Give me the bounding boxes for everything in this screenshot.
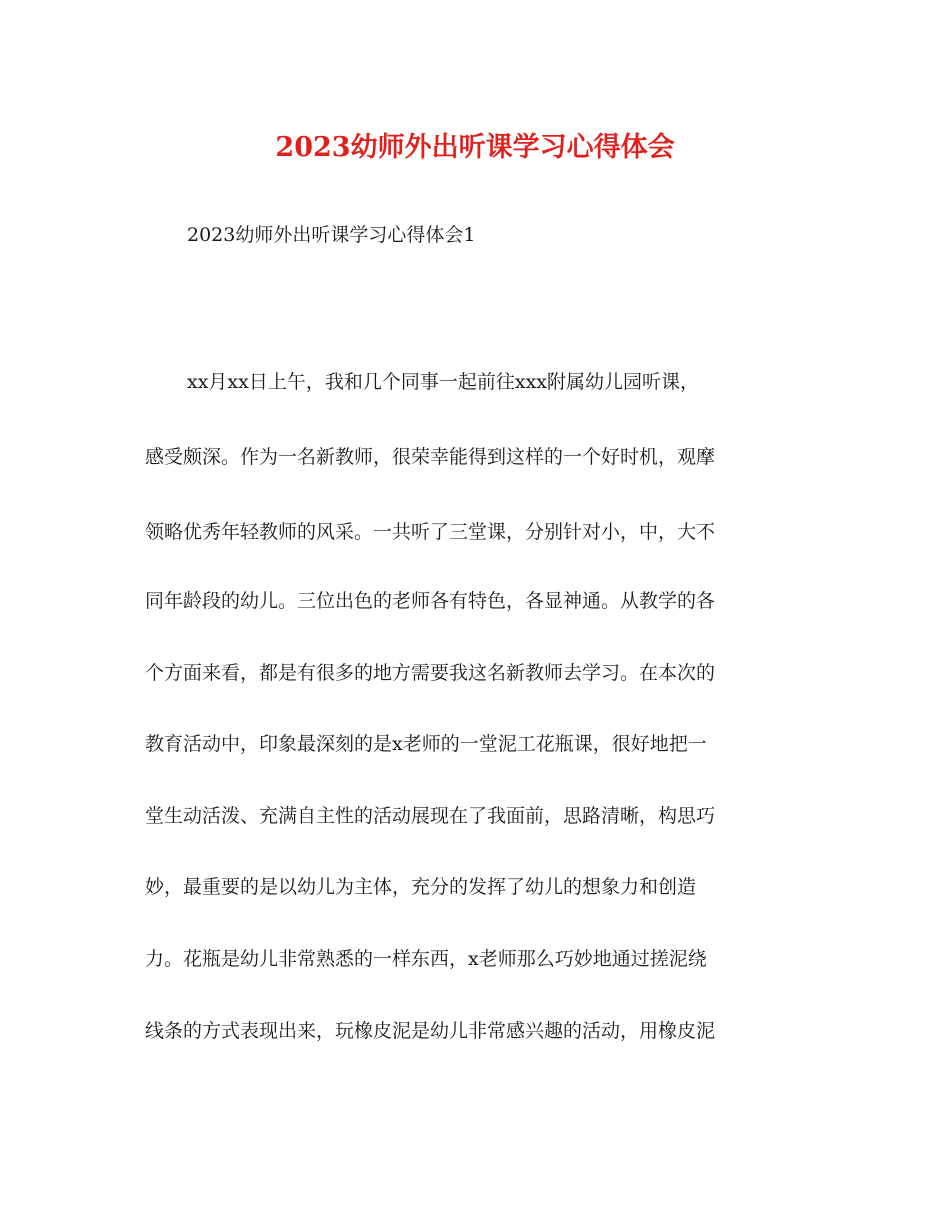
- paragraph-line: 个方面来看，都是有很多的地方需要我这名新教师去学习。在本次的: [145, 662, 716, 684]
- paragraph-line: 教育活动中，印象最深刻的是x老师的一堂泥工花瓶课，很好地把一: [145, 733, 707, 755]
- paragraph-line: 妙，最重要的是以幼儿为主体，充分的发挥了幼儿的想象力和创造: [145, 876, 697, 898]
- paragraph-line: xx月xx日上午，我和几个同事一起前往xxx附属幼儿园听课，: [187, 371, 700, 393]
- paragraph-line: 感受颇深。作为一名新教师，很荣幸能得到这样的一个好时机，观摩: [145, 446, 716, 468]
- paragraph-line: 线条的方式表现出来，玩橡皮泥是幼儿非常感兴趣的活动，用橡皮泥: [145, 1020, 716, 1042]
- document-title: 2023幼师外出听课学习心得体会: [275, 132, 675, 163]
- section-heading: 2023幼师外出听课学习心得体会1: [187, 224, 476, 246]
- paragraph-line: 同年龄段的幼儿。三位出色的老师各有特色，各显神通。从教学的各: [145, 590, 716, 612]
- paragraph-line: 力。花瓶是幼儿非常熟悉的一样东西，x老师那么巧妙地通过搓泥绕: [145, 948, 707, 970]
- paragraph-line: 堂生动活泼、充满自主性的活动展现在了我面前，思路清晰，构思巧: [145, 805, 716, 827]
- paragraph-line: 领略优秀年轻教师的风采。一共听了三堂课，分别针对小，中，大不: [145, 521, 716, 543]
